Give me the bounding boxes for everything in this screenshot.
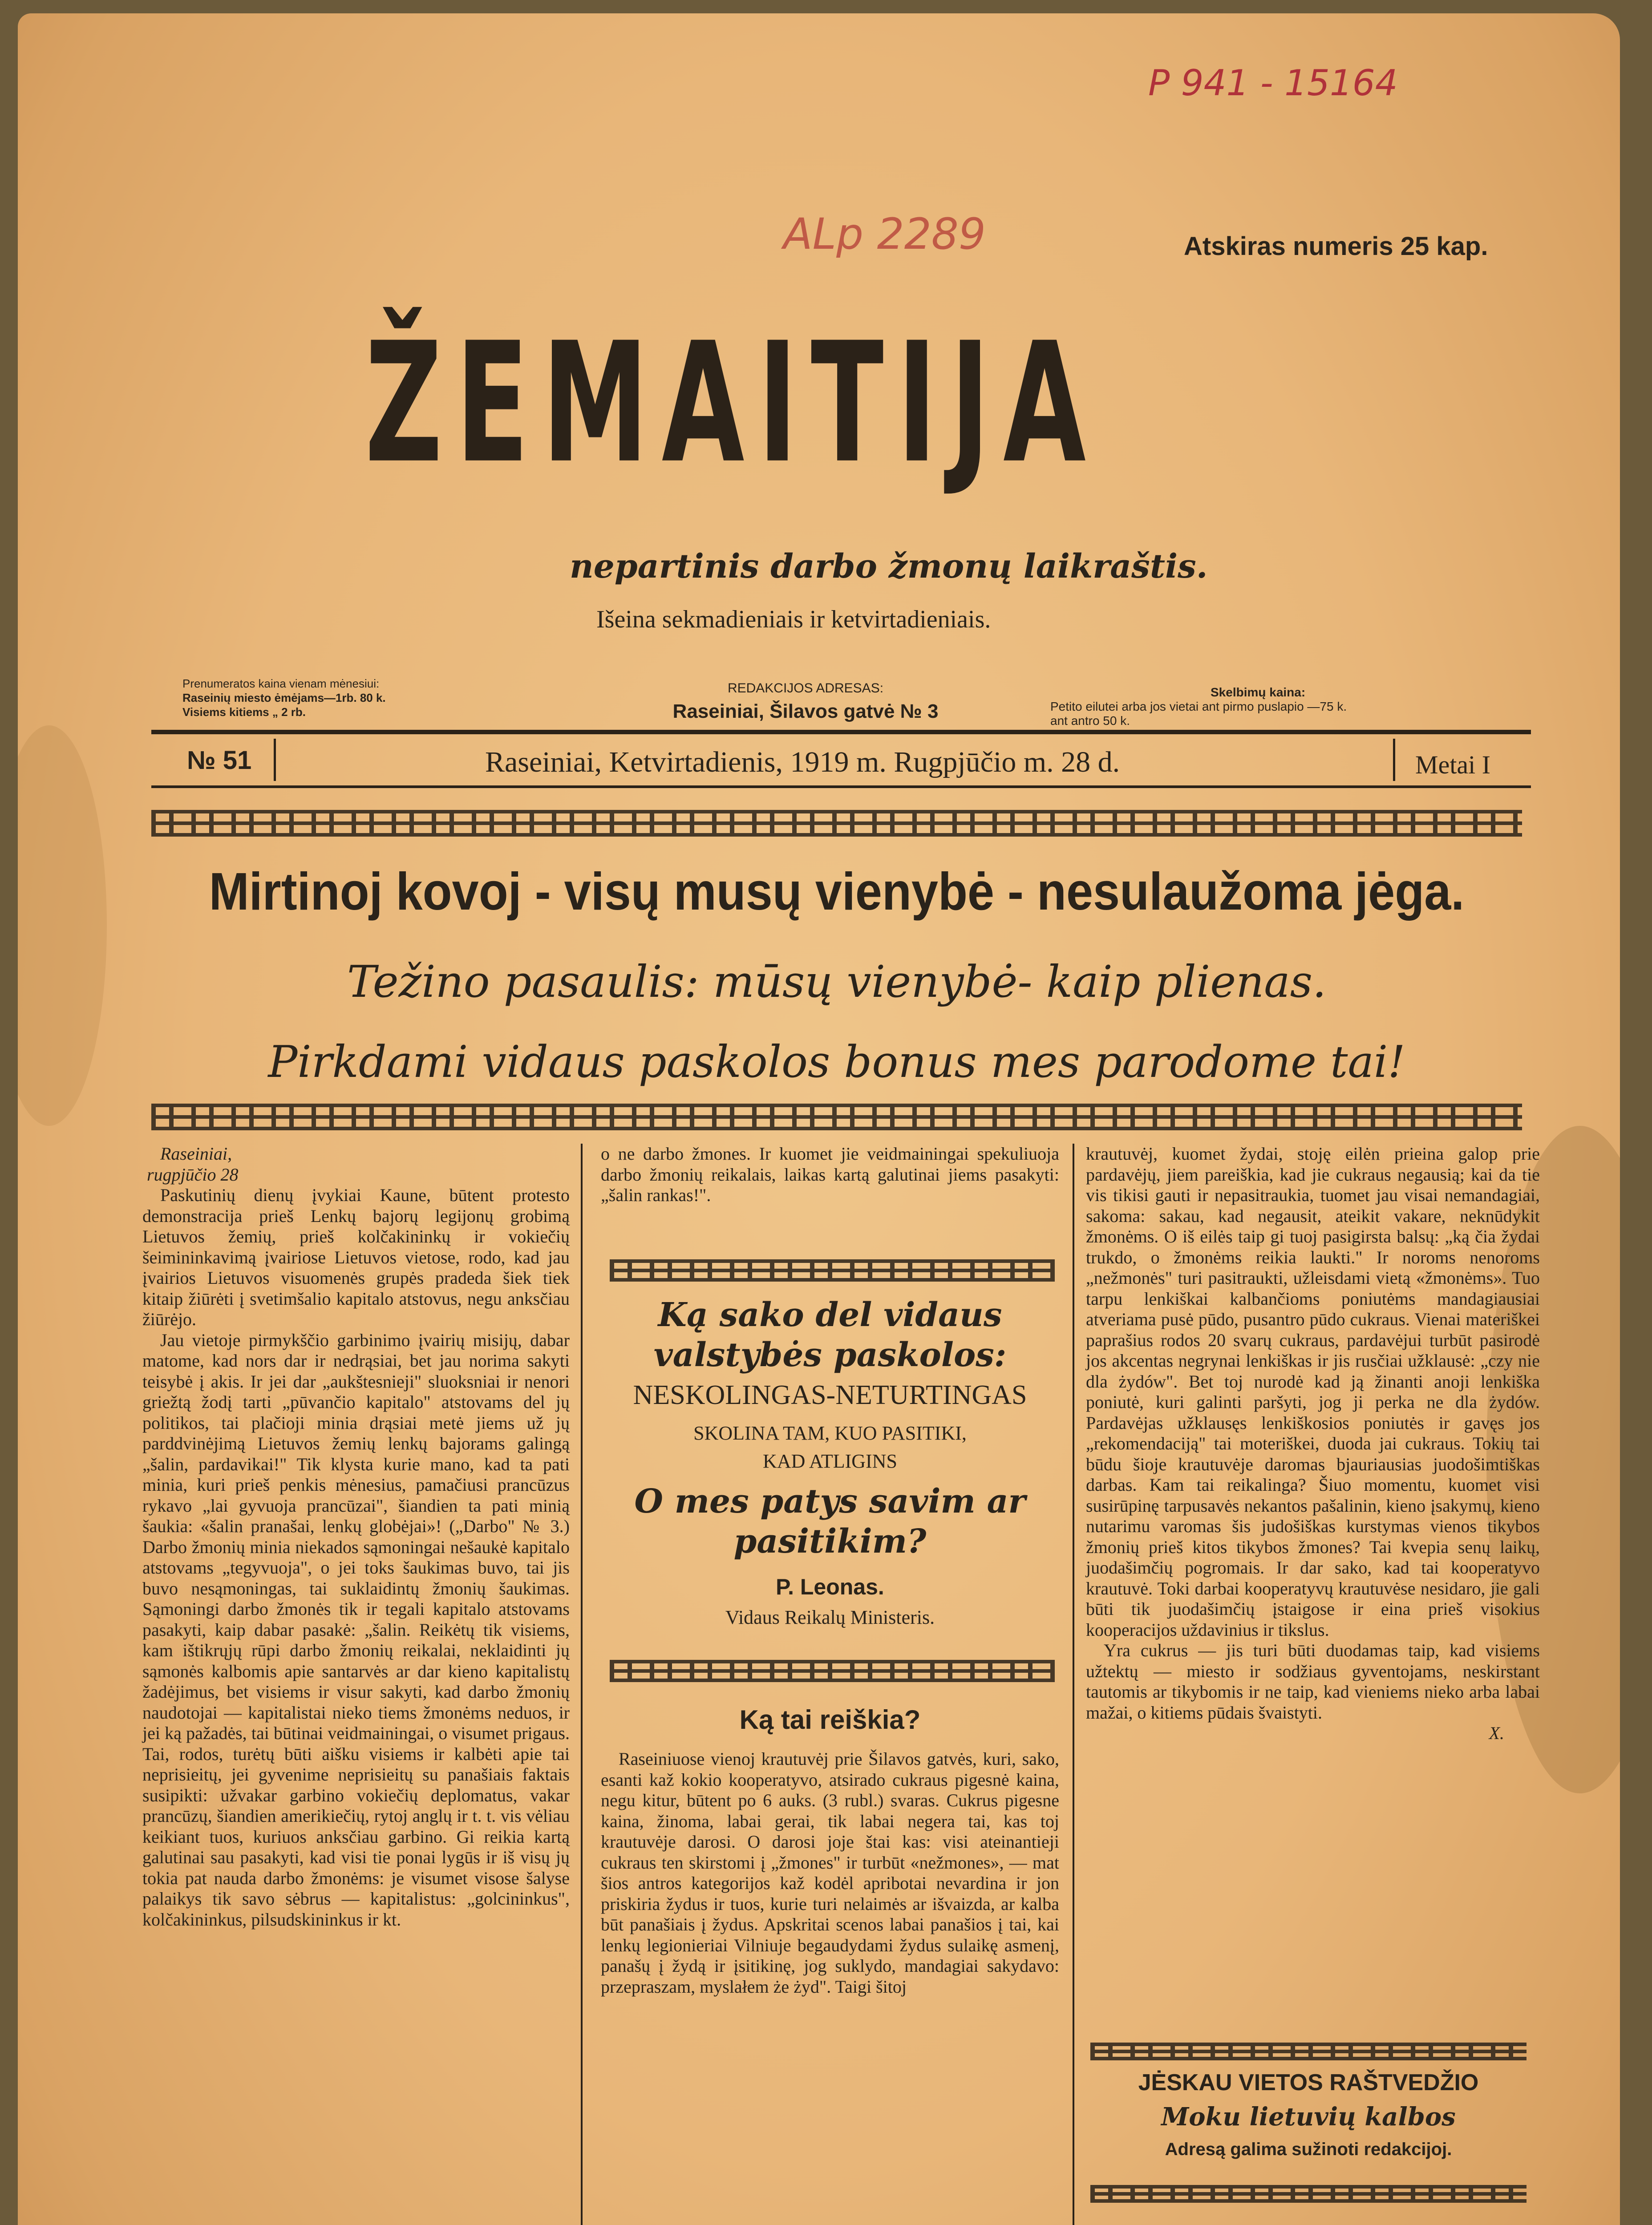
article-column-3 — [1086, 1144, 1540, 1744]
ad-prices — [1050, 685, 1504, 728]
greek-key-border — [1090, 2185, 1526, 2203]
masthead-title: ŽEMAITIJA — [365, 307, 1099, 500]
publication-schedule: Išeina sekmadieniais ir ketvirtadieniais. — [596, 606, 991, 633]
subscription-label: Prenumeratos kaina vienam mėnesiui: — [182, 677, 380, 690]
article-title: Ką tai reiškia? — [739, 1705, 921, 1735]
paper-stain — [18, 725, 107, 1126]
loan-box-role: Vidaus Reikalų Ministeris. — [725, 1606, 935, 1628]
article-paragraph: krautuvėj, kuomet žydai, stoję eilėn prieina galop prie pardavėjų, jiem pareiškia, kad jie cukraus negausią; kai da tie vis tikisi gauti ir nepasitraukia, tuomet jau visai nemandagiai, sakoma: sakau, kad negausit, ateikit vakare, neknūdykit žmonėms. O iš eilės taip gi tuoj pasigirsta balsų: „ką čia žydai trukdo, o žmonėms reikia laukti." Ir noroms nenoroms „nežmonės" turi pasitraukti, užleisdami vietą «žmonėms». Tuo tarpu lenkiškai kalbančioms poniutėms mandagiausiai atveriama pusė pūdo, pusantro pūdo cukraus. Vienai materiškei paprašius rodos 20 svarų cukraus, pardavėjui turbūt pasirodė jos akcentas negrynai lenkiškas ir jis rusčiai užklausė: „czy nie dla żydów". Bet toj nurodė kad ją žinanti anoji lenkiška poniutė, kuri galinti paršyti, jog ji perka ne dla żydów. Pardavėjas užklausęs lenkiškosios poniutės ir gavęs jos „rekomendaciją" tai moteriškei, duoda jai cukraus. Tokių tai būdu šioje krautuvėje daromas bjauriausias juodošimtiškas darbas. Kam tai reikalinga? Šiuo momentu, kuomet visi susirūpinę tarpusavės nekantos pašalinin, kieno įsakymų, kieno nutarimu varomas šis judošiškas kurstymas vienos tikybos žmonių prieš kitos tikybos žmones? Tai kvepia senų laikų, juodašimčių pogromais. Ir dar sako, kad tai kooperatyvo krautuvė. Toki darbai kooperatyvų krautuvėse nesidaro, jie gali būti tik juodašimčių įstaigose ir eina prieš visokius kooperacijos uždavinius ir tikslus. — [1086, 1144, 1540, 1640]
banner-slogan: Mirtinoj kovoj - visų musų vienybė - nesulaužoma jėga. — [209, 861, 1465, 921]
greek-key-border — [1090, 2043, 1526, 2060]
ad-price-first: Petito eilutei arba jos vietai ant pirmo puslapio —75 k. — [1050, 700, 1347, 713]
job-ad-title: JĖSKAU VIETOS RAŠTVEDŽIO — [1138, 2070, 1479, 2096]
loan-box-question: O mes patys savim ar pasitikim? — [634, 1482, 1026, 1561]
header-rule — [151, 730, 1531, 734]
loan-box-line: KAD ATLIGINS — [763, 1450, 897, 1472]
article-paragraph: Raseiniuose vienoj krautuvėj prie Šilavos gatvės, kuri, sako, esanti kaž kokio kooperatyvo, atsirado cukraus pigesnė kaina, negu kitur, būtent po 6 auks. (3 rubl.) svaras. Cukrus pigesne kaina, žinoma, labai gerai, tik labai negera tai, kas toj krautuvėje darosi. O darosi joje štai kas: visi ateinantieji cukraus ten skirstomi į „žmones" ir turbūt «nežmones», — mat šios antros kategorijos kaž kodėl apribotai nevardina ir jon priskiria žydus ir tuos, kurie turi nelaimės ar išvaizda, ar kalba būt panašiais į žydus. Apskritai scenos labai panašios į tai, kai lenkų legionieriai Vilniuje begaudydami žydus sulaikę asmenį, panašų į žydą ir įsitikinę, jog suklydo, mandagiai sakydavo: przepraszam, myslałem że żyd". Taigi šitoj — [601, 1749, 1059, 1997]
catalog-number: ALp 2289 — [783, 209, 986, 259]
article-paragraph: Paskutinių dienų įvykiai Kaune, būtent protesto demonstracija prieš Lenkų bajorų legijonų grobimą Lietuvos žemių, prieš kolčakininkų ir vokiečių šeimininkavimą įvairiose Lietuvos vietose, rodo, kad jau įvairios Lietuvos visuomenės grupės pradeda šiek tiek kitaip žiūrėti į svetimšalio kapitalo atstovus, negu anksčiau žiūrėjo. — [142, 1185, 570, 1329]
ad-price-second: ant antro 50 k. — [1050, 714, 1130, 728]
loan-box-caps: NESKOLINGAS-NETURTINGAS — [633, 1380, 1027, 1410]
header-rule — [151, 785, 1531, 788]
subscription-info — [182, 676, 386, 719]
divider — [274, 739, 276, 781]
article-paragraph: Jau vietoje pirmykščio garbinimo įvairių misijų, dabar matome, kad nors dar ir nedrąsiai, bet jau norima sakyti teisybė į akis. Ir jei dar „aukštesnieji" sluoksniai ir nenori griežtą žodį tarti „pūvančio kapitalo" atstovams del jų politikos, tai plačioji minia drąsiai metė jiems už jų parddvinėjimą Lietuvos žemių lenkų bajorams galingą „šalin, pardavikai!" Tik klysta kurie mano, kad ta pati minia, kuri prieš penkis mėnesius, pamačiusi prancūzus rykavo „lai gyvuoja prancūzai", šiandien ta pati minią šaukia: «šalin pranašai, lenkų globėjai»! („Darbo" № 3.) Darbo žmonių minia niekados sąmoningai nešaukė kapitalo atstovams „tegyvuoja", o jei toks šaukimas buvo, tai jis buvo nesąmoningas, tai suklaidintų žmonių šaukimas. Sąmoningi darbo žmonės tik ir tegali kapitalo atstovams pasakyti, kaip dabar pasakė: „šalin. Reikėtų tik visiems, kam ištikrųjų rūpi darbo žmonių reikalai, neklaidinti jų sąmonės kalbomis apie santarvės ar dar kieno kapitalistų žadėjimus, bet visiems ir visur sakyti, kad darbo žmonių naudotojai — kapitalistai nieko tiems žmonėms neduos, ir jei ką pažadės, tai būtinai veidmainingai, o visumet prigaus. Tai, rodos, turėtų būti aišku visiems ir kalbėti apie tai neprisieitų, jei gyvenime neprisieitų su panašiais faktais susipikti: užvakar garbino vokiečių deplomatus, vakar prancūzų, šiandien amerikiečių, rytoj anglų ir t. t. vis vėliau keikiant tuos, kuriuos anksčiau garbino. Gi reikia kartą galutinai sau pasakyti, kad visi tie ponai lygūs ir iš visų jų tokia pat nauda darbo žmonėms: je visumet visose šalyse palaikys tik savo sėbrus — kapitalistus: „golcininkus", kolčakininkus, pilsudskininkus ir kt. — [142, 1330, 570, 1930]
column-divider — [581, 1144, 583, 2225]
divider — [1393, 739, 1395, 781]
column-divider — [1073, 1144, 1074, 2225]
article-column-2-body — [601, 1749, 1059, 1997]
editorial-address — [650, 681, 961, 723]
article-signature: X. — [1489, 1723, 1504, 1743]
subscription-city: Raseinių miesto ėmėjams—1rb. 80 k. — [182, 691, 386, 704]
loan-box-line: SKOLINA TAM, KUO PASITIKI, — [693, 1422, 967, 1444]
greek-key-border — [151, 1104, 1522, 1130]
greek-key-border — [610, 1259, 1055, 1282]
issue-date: Raseiniai, Ketvirtadienis, 1919 m. Rugpjūčio m. 28 d. — [485, 746, 1120, 778]
greek-key-border — [151, 810, 1522, 837]
job-ad-skill: Moku lietuvių kalbos — [1161, 2102, 1456, 2132]
article-paragraph: Yra cukrus — jis turi būti duodamas taip, kad visiems užtektų — miesto ir sodžiaus gyventojams, neskirstant tautomis ar tikybomis ir ne taip, kad vieniems nieko arba labai mažai, o kitiems pūdais švaistyti. — [1086, 1640, 1540, 1723]
job-ad — [1090, 2069, 1526, 2160]
article-continuation: o ne darbo žmones. Ir kuomet jie veidmainingai spekuliuoja darbo žmonių reikalais, laikas kartą galutinai jiems pasakyti: „šalin rankas!". — [601, 1144, 1059, 1205]
loan-box-author: P. Leonas. — [776, 1574, 884, 1599]
editorial-label: REDAKCIJOS ADRESAS: — [727, 681, 884, 696]
loan-box — [601, 1295, 1059, 1629]
greek-key-border — [610, 1660, 1055, 1682]
banner-line-3: Pirkdami vidaus paskolos bonus mes parodome tai! — [268, 1037, 1405, 1088]
article-place: Raseiniai, — [160, 1144, 232, 1164]
subscription-others: Visiems kitiems „ 2 rb. — [182, 705, 306, 719]
masthead-subtitle: nepartinis darbo žmonų laikraštis. — [570, 547, 1208, 586]
archive-number: P 941 - 15164 — [1148, 62, 1398, 104]
loan-box-title: Ką sako del vidaus valstybės paskolos: — [653, 1296, 1007, 1374]
editorial-street: Raseiniai, Šilavos gatvė № 3 — [672, 700, 939, 722]
article-date: rugpjūčio 28 — [147, 1164, 239, 1185]
job-ad-contact: Adresą galima sužinoti redakcijoj. — [1165, 2140, 1452, 2159]
issue-number: № 51 — [187, 746, 252, 775]
article-column-2 — [601, 1144, 1059, 1206]
article-column-1 — [142, 1144, 570, 1930]
issue-year: Metai I — [1415, 750, 1491, 779]
issue-price: Atskiras numeris 25 kap. — [1184, 232, 1488, 261]
banner-line-2: Težino pasaulis: mūsų vienybė- kaip plienas. — [347, 957, 1327, 1007]
newspaper-page — [18, 13, 1620, 2225]
ad-price-label: Skelbimų kaina: — [1211, 685, 1306, 699]
